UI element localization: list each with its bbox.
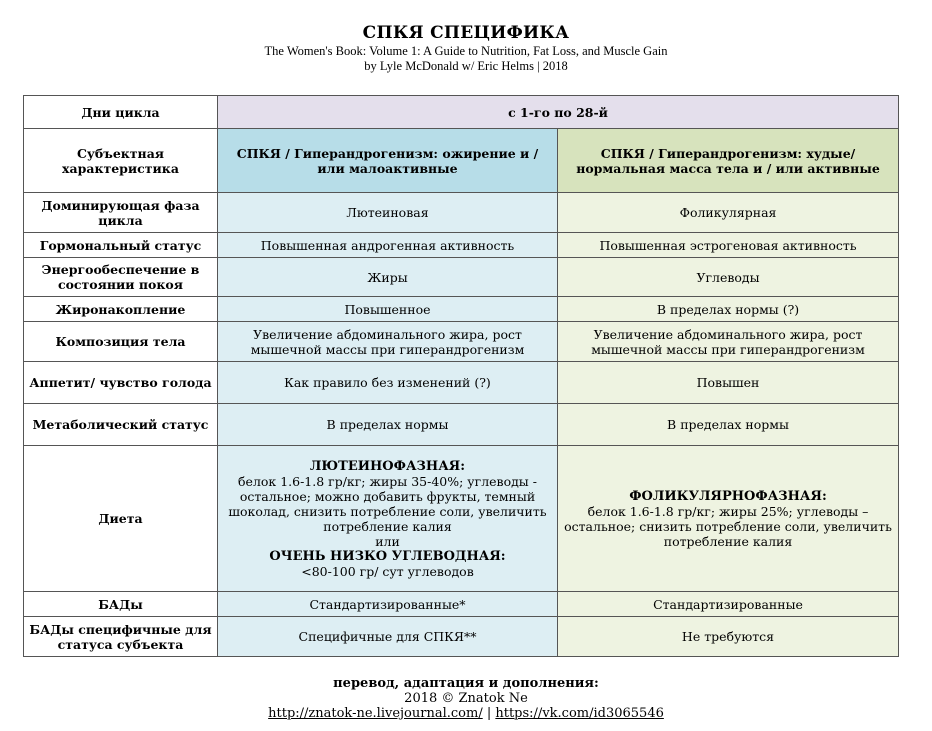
document-header <box>0 22 932 74</box>
table-row <box>24 592 899 617</box>
subject-label: Субъектная характеристика <box>24 129 218 193</box>
row-col2: Углеводы <box>558 258 899 297</box>
days-value: с 1-го по 28-й <box>218 96 899 129</box>
diet-follicular-text: белок 1.6-1.8 гр/кг; жиры 25%; углеводы – остальное; снизить потребление соли, увеличить потребление калия <box>564 503 892 549</box>
diet-col2 <box>558 446 899 592</box>
diet-luteal-text: белок 1.6-1.8 гр/кг; жиры 35-40%; углеводы - остальное; можно добавить фрукты, темный шоколад, снизить потребление соли, увеличить потребление калия <box>228 473 547 534</box>
row-col2: Не требуются <box>558 617 899 657</box>
row-label: Доминирующая фаза цикла <box>24 193 218 233</box>
row-label: Метаболический статус <box>24 404 218 446</box>
row-col2: В пределах нормы <box>558 404 899 446</box>
livejournal-link[interactable]: http://znatok-ne.livejournal.com/ <box>268 706 483 721</box>
table-row-diet <box>24 446 899 592</box>
col1-header: СПКЯ / Гиперандрогенизм: ожирение и / или малоактивные <box>218 129 558 193</box>
vk-link[interactable]: https://vk.com/id3065546 <box>495 706 664 721</box>
table-row-days <box>24 96 899 129</box>
table-row-subject <box>24 129 899 193</box>
row-label: Композиция тела <box>24 322 218 362</box>
table-row <box>24 258 899 297</box>
book-subtitle: The Women's Book: Volume 1: A Guide to Nutrition, Fat Loss, and Muscle Gain <box>264 44 668 58</box>
table-row <box>24 404 899 446</box>
row-col2: В пределах нормы (?) <box>558 297 899 322</box>
footer-copyright: 2018 © Znatok Ne <box>404 691 528 706</box>
days-label: Дни цикла <box>24 96 218 129</box>
diet-lowcarb-text: <80-100 гр/ сут углеводов <box>301 563 474 579</box>
pcos-spec-table <box>23 95 899 657</box>
row-col2: Фоликулярная <box>558 193 899 233</box>
book-author: by Lyle McDonald w/ Eric Helms | 2018 <box>364 59 568 73</box>
col2-header: СПКЯ / Гиперандрогенизм: худые/ нормальная масса тела и / или активные <box>558 129 899 193</box>
row-col1: Как правило без изменений (?) <box>218 362 558 404</box>
row-label: БАДы специфичные для статуса субъекта <box>24 617 218 657</box>
document-title: СПКЯ СПЕЦИФИКА <box>362 23 570 43</box>
row-label: Гормональный статус <box>24 233 218 258</box>
table-row <box>24 322 899 362</box>
row-col2: Повышен <box>558 362 899 404</box>
diet-or: или <box>375 533 400 549</box>
row-col2: Увеличение абдоминального жира, рост мышечной массы при гиперандрогенизм <box>558 322 899 362</box>
footer-credit: перевод, адаптация и дополнения: <box>333 676 599 691</box>
row-label: Энергообеспечение в состоянии покоя <box>24 258 218 297</box>
table-row <box>24 193 899 233</box>
row-col1: Специфичные для СПКЯ** <box>218 617 558 657</box>
row-col1: Лютеиновая <box>218 193 558 233</box>
diet-label: Диета <box>24 446 218 592</box>
document-footer <box>0 676 932 721</box>
row-col2: Стандартизированные <box>558 592 899 617</box>
table-row <box>24 362 899 404</box>
footer-links <box>0 706 932 721</box>
diet-col1 <box>218 446 558 592</box>
row-label: Жиронакопление <box>24 297 218 322</box>
row-col2: Повышенная эстрогеновая активность <box>558 233 899 258</box>
diet-lowcarb-heading: ОЧЕНЬ НИЗКО УГЛЕВОДНАЯ: <box>269 548 506 564</box>
link-separator: | <box>482 706 496 721</box>
row-label: Аппетит/ чувство голода <box>24 362 218 404</box>
diet-luteal-heading: ЛЮТЕИНОФАЗНАЯ: <box>309 458 466 474</box>
table-row <box>24 297 899 322</box>
table-row <box>24 617 899 657</box>
row-col1: В пределах нормы <box>218 404 558 446</box>
diet-follicular-heading: ФОЛИКУЛЯРНОФАЗНАЯ: <box>629 488 827 504</box>
row-label: БАДы <box>24 592 218 617</box>
row-col1: Повышенная андрогенная активность <box>218 233 558 258</box>
row-col1: Увеличение абдоминального жира, рост мышечной массы при гиперандрогенизм <box>218 322 558 362</box>
row-col1: Повышенное <box>218 297 558 322</box>
row-col1: Жиры <box>218 258 558 297</box>
row-col1: Стандартизированные* <box>218 592 558 617</box>
table-row <box>24 233 899 258</box>
